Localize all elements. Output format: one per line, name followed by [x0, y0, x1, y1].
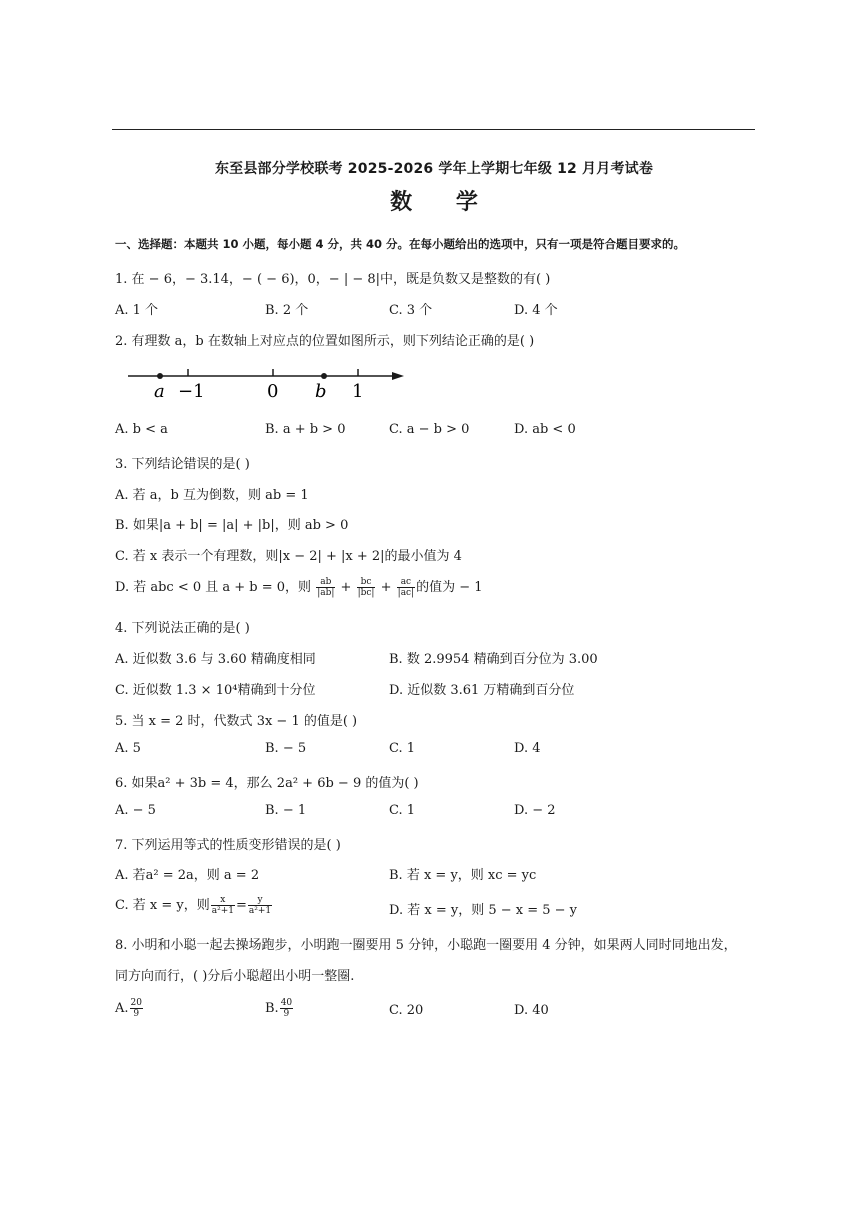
- fraction-denominator: 9: [133, 1009, 140, 1019]
- q2-option-a: A. b < a: [115, 422, 168, 437]
- question-5-stem: 5. 当 x = 2 时，代数式 3x − 1 的值是( ): [115, 714, 358, 729]
- q6-option-a: A. − 5: [115, 803, 156, 818]
- q7-option-a: A. 若a² = 2a，则 a = 2: [115, 868, 260, 883]
- q1-option-a: A. 1 个: [115, 303, 159, 318]
- q7-option-d: D. 若 x = y，则 5 − x = 5 − y: [389, 903, 578, 918]
- exam-title: 东至县部分学校联考 2025-2026 学年上学期七年级 12 月月考试卷: [214, 161, 654, 177]
- label-b: b: [315, 381, 327, 402]
- fraction-bc: [357, 577, 376, 598]
- q1-option-d: D. 4 个: [514, 303, 558, 318]
- arrow-icon: [392, 372, 404, 380]
- q6-option-c: C. 1: [389, 803, 416, 818]
- q4-option-a: A. 近似数 3.6 与 3.60 精确度相同: [115, 652, 316, 667]
- q3-option-a: A. 若 a，b 互为倒数，则 ab = 1: [115, 488, 309, 503]
- fraction-numerator: x: [211, 895, 235, 906]
- fraction-x: [211, 895, 235, 916]
- label-zero: 0: [267, 381, 279, 402]
- q5-option-d: D. 4: [514, 741, 541, 756]
- question-4-stem: 4. 下列说法正确的是( ): [115, 621, 250, 636]
- header-rule: [112, 129, 755, 130]
- fraction-numerator: 40: [280, 998, 293, 1008]
- label-minus-one: −1: [178, 381, 205, 402]
- question-2-stem: 2. 有理数 a，b 在数轴上对应点的位置如图所示，则下列结论正确的是( ): [115, 334, 535, 349]
- q7-option-b: B. 若 x = y，则 xc = yc: [389, 868, 537, 883]
- fraction-40-9: [280, 998, 293, 1019]
- q3-option-c: C. 若 x 表示一个有理数，则|x − 2| + |x + 2|的最小值为 4: [115, 549, 462, 564]
- label-one: 1: [352, 381, 364, 402]
- fraction-ab: [316, 577, 335, 598]
- question-8-stem-line2: 同方向而行，( )分后小聪超出小明一整圈.: [115, 969, 355, 984]
- fraction-numerator: 20: [130, 998, 142, 1008]
- fraction-denominator: 9: [283, 1009, 290, 1019]
- fraction-denominator: |ab|: [317, 588, 335, 598]
- plus-sign: +: [340, 580, 352, 595]
- q8-option-b-label: B.: [265, 1001, 279, 1016]
- fraction-numerator: y: [248, 895, 272, 906]
- q6-option-b: B. − 1: [265, 803, 307, 818]
- q1-option-b: B. 2 个: [265, 303, 309, 318]
- question-6-stem: 6. 如果a² + 3b = 4，那么 2a² + 6b − 9 的值为( ): [115, 776, 419, 791]
- q5-option-a: A. 5: [115, 741, 141, 756]
- subject-title: 数 学: [390, 190, 496, 215]
- plus-sign: +: [380, 580, 392, 595]
- q8-option-b: [265, 998, 294, 1019]
- fraction-ac: [397, 577, 415, 598]
- q8-option-a: [115, 998, 144, 1019]
- q4-option-d: D. 近似数 3.61 万精确到百分位: [389, 683, 575, 698]
- q1-option-c: C. 3 个: [389, 303, 433, 318]
- fraction-numerator: bc: [357, 577, 376, 588]
- equals-sign: =: [235, 898, 247, 913]
- q4-option-c: C. 近似数 1.3 × 10⁴精确到十分位: [115, 683, 316, 698]
- fraction-denominator: |ac|: [397, 588, 415, 598]
- question-3-stem: 3. 下列结论错误的是( ): [115, 457, 250, 472]
- label-a: a: [154, 381, 165, 402]
- q5-option-b: B. − 5: [265, 741, 307, 756]
- q3-option-d-prefix: D. 若 abc < 0 且 a + b = 0，则: [115, 580, 312, 595]
- q8-option-c: C. 20: [389, 1003, 424, 1018]
- fraction-denominator: |bc|: [357, 588, 375, 598]
- q8-option-d: D. 40: [514, 1003, 549, 1018]
- fraction-numerator: ab: [316, 577, 335, 588]
- q8-option-a-label: A.: [115, 1001, 129, 1016]
- section-heading: 一、选择题：本题共 10 小题，每小题 4 分，共 40 分。在每小题给出的选项中，只有一项是符合题目要求的。: [115, 237, 686, 251]
- point-a: [157, 373, 163, 379]
- point-b: [321, 373, 327, 379]
- question-1-stem: 1. 在 − 6，− 3.14，− ( − 6)，0，− | − 8|中，既是负数又是整数的有( ): [115, 272, 551, 287]
- fraction-20-9: [130, 998, 143, 1019]
- fraction-denominator: a²+1: [248, 906, 272, 916]
- q2-option-c: C. a − b > 0: [389, 422, 470, 437]
- q2-option-b: B. a + b > 0: [265, 422, 346, 437]
- q3-option-d-suffix: 的值为 − 1: [416, 580, 483, 595]
- question-8-stem-line1: 8. 小明和小聪一起去操场跑步，小明跑一圈要用 5 分钟，小聪跑一圈要用 4 分钟，如果两人同时同地出发，: [115, 938, 737, 953]
- question-7-stem: 7. 下列运用等式的性质变形错误的是( ): [115, 838, 341, 853]
- fraction-denominator: a²+1: [211, 906, 234, 916]
- q7-option-c-prefix: C. 若 x = y，则: [115, 898, 210, 913]
- q5-option-c: C. 1: [389, 741, 416, 756]
- q6-option-d: D. − 2: [514, 803, 556, 818]
- fraction-y: [248, 895, 272, 916]
- q3-option-d: [115, 576, 483, 598]
- q2-option-d: D. ab < 0: [514, 422, 576, 437]
- fraction-numerator: ac: [397, 577, 415, 588]
- q4-option-b: B. 数 2.9954 精确到百分位为 3.00: [389, 652, 598, 667]
- q3-option-b: B. 如果|a + b| = |a| + |b|，则 ab > 0: [115, 518, 349, 533]
- number-line-figure: [126, 364, 416, 404]
- q7-option-c: [115, 894, 273, 916]
